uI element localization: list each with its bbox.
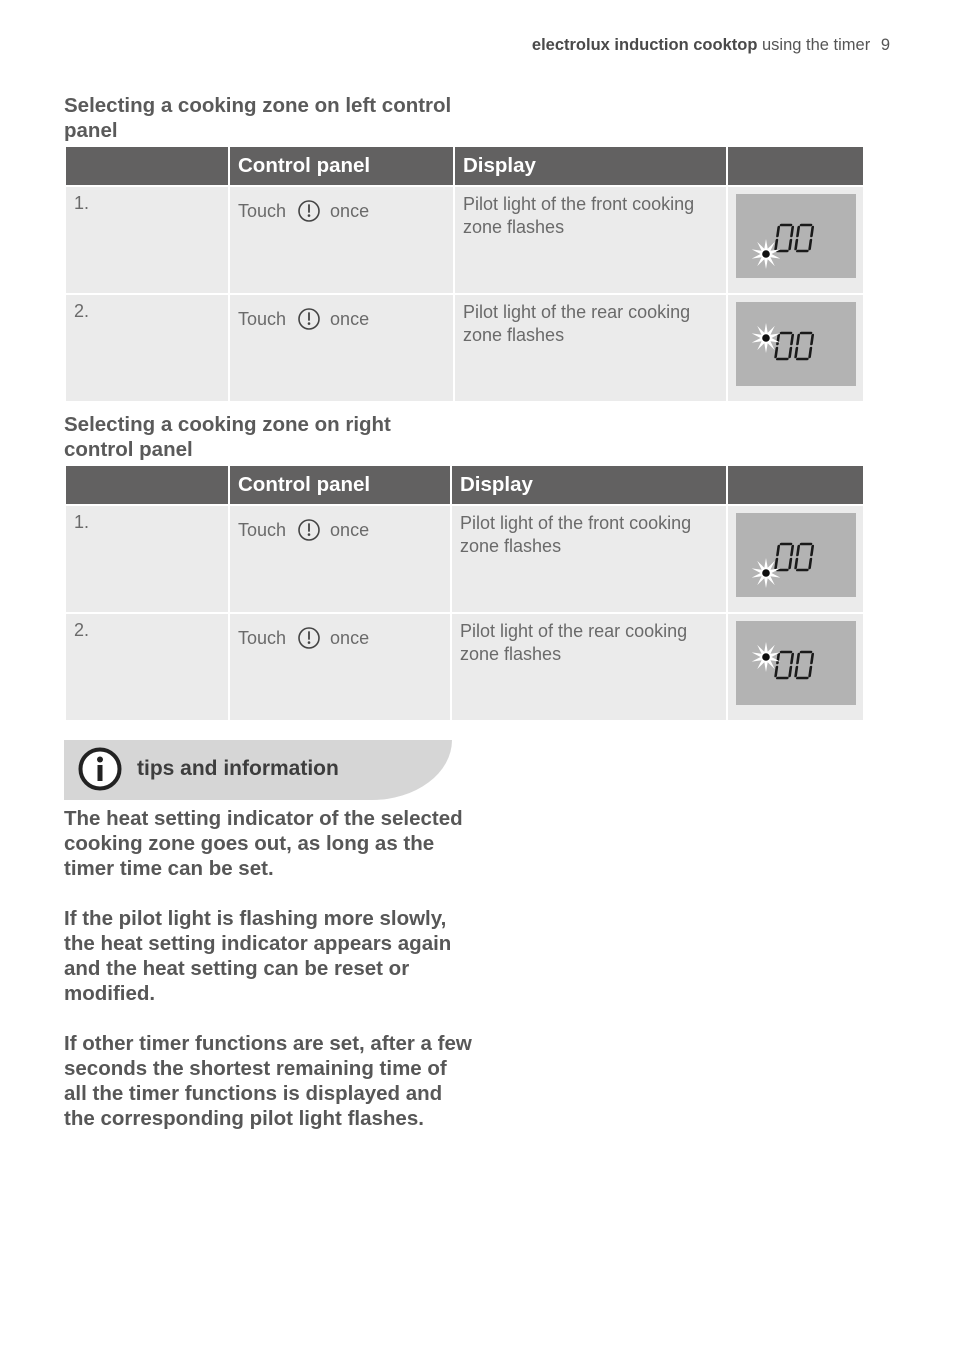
column-header-control-panel: Control panel (230, 466, 450, 506)
once-label: once (330, 627, 370, 648)
tips-paragraph: If other timer functions are set, after a few seconds the shortest remaining time of all the timer functions is displayed and the corresponding pilot light flashes. (64, 1032, 472, 1130)
table-row (66, 187, 863, 295)
display-panel-rear-flash (736, 302, 856, 386)
column-header-blank (66, 466, 228, 506)
display-image-cell (728, 187, 863, 295)
display-description: Pilot light of the rear cooking zone flashes (452, 614, 726, 722)
touch-label: Touch (238, 308, 287, 329)
timer-icon (297, 307, 321, 331)
running-header (532, 36, 890, 55)
table-row (66, 295, 863, 403)
step-number: 2. (66, 295, 228, 403)
display-panel-rear-flash (736, 621, 856, 705)
table-row (66, 614, 863, 722)
right-panel-table (64, 466, 865, 722)
tips-title: tips and information (137, 757, 339, 780)
page-number: 9 (880, 36, 890, 54)
timer-icon (297, 626, 321, 650)
display-image-cell (728, 614, 863, 722)
step-number: 1. (66, 506, 228, 614)
touch-label: Touch (238, 627, 287, 648)
column-header-image (728, 466, 863, 506)
display-lcd (736, 194, 856, 278)
column-header-control-panel: Control panel (230, 147, 453, 187)
display-description: Pilot light of the rear cooking zone flashes (455, 295, 726, 403)
display-image-cell (728, 295, 863, 403)
header-section: using the timer (762, 36, 871, 54)
left-panel-title: Selecting a cooking zone on left control panel (64, 94, 452, 142)
tips-banner (64, 740, 452, 800)
touch-label: Touch (238, 519, 287, 540)
display-panel-front-flash (736, 513, 856, 597)
info-icon (78, 747, 122, 791)
touch-label: Touch (238, 200, 287, 221)
control-cell (230, 187, 453, 295)
column-header-display: Display (452, 466, 726, 506)
table-header-row (66, 147, 863, 187)
timer-icon (297, 199, 321, 223)
display-lcd (736, 513, 856, 597)
display-lcd (736, 302, 856, 386)
display-description: Pilot light of the front cooking zone flashes (452, 506, 726, 614)
timer-icon (297, 518, 321, 542)
table-row (66, 506, 863, 614)
control-cell (230, 506, 450, 614)
display-description: Pilot light of the front cooking zone flashes (455, 187, 726, 295)
right-panel-title: Selecting a cooking zone on right control panel (64, 413, 391, 461)
step-number: 1. (66, 187, 228, 295)
left-panel-table (64, 147, 865, 403)
control-cell (230, 295, 453, 403)
step-number: 2. (66, 614, 228, 722)
once-label: once (330, 519, 370, 540)
once-label: once (330, 308, 370, 329)
table-header-row (66, 466, 863, 506)
display-panel-front-flash (736, 194, 856, 278)
header-brand: electrolux induction cooktop (531, 36, 758, 54)
control-cell (230, 614, 450, 722)
column-header-display: Display (455, 147, 726, 187)
display-image-cell (728, 506, 863, 614)
tips-paragraph: The heat setting indicator of the selected cooking zone goes out, as long as the timer time can be set. (64, 807, 463, 880)
once-label: once (330, 200, 370, 221)
tips-paragraph: If the pilot light is flashing more slowly, the heat setting indicator appears again and the heat setting can be reset or modified. (64, 907, 452, 1005)
column-header-blank (66, 147, 228, 187)
column-header-image (728, 147, 863, 187)
display-lcd (736, 621, 856, 705)
